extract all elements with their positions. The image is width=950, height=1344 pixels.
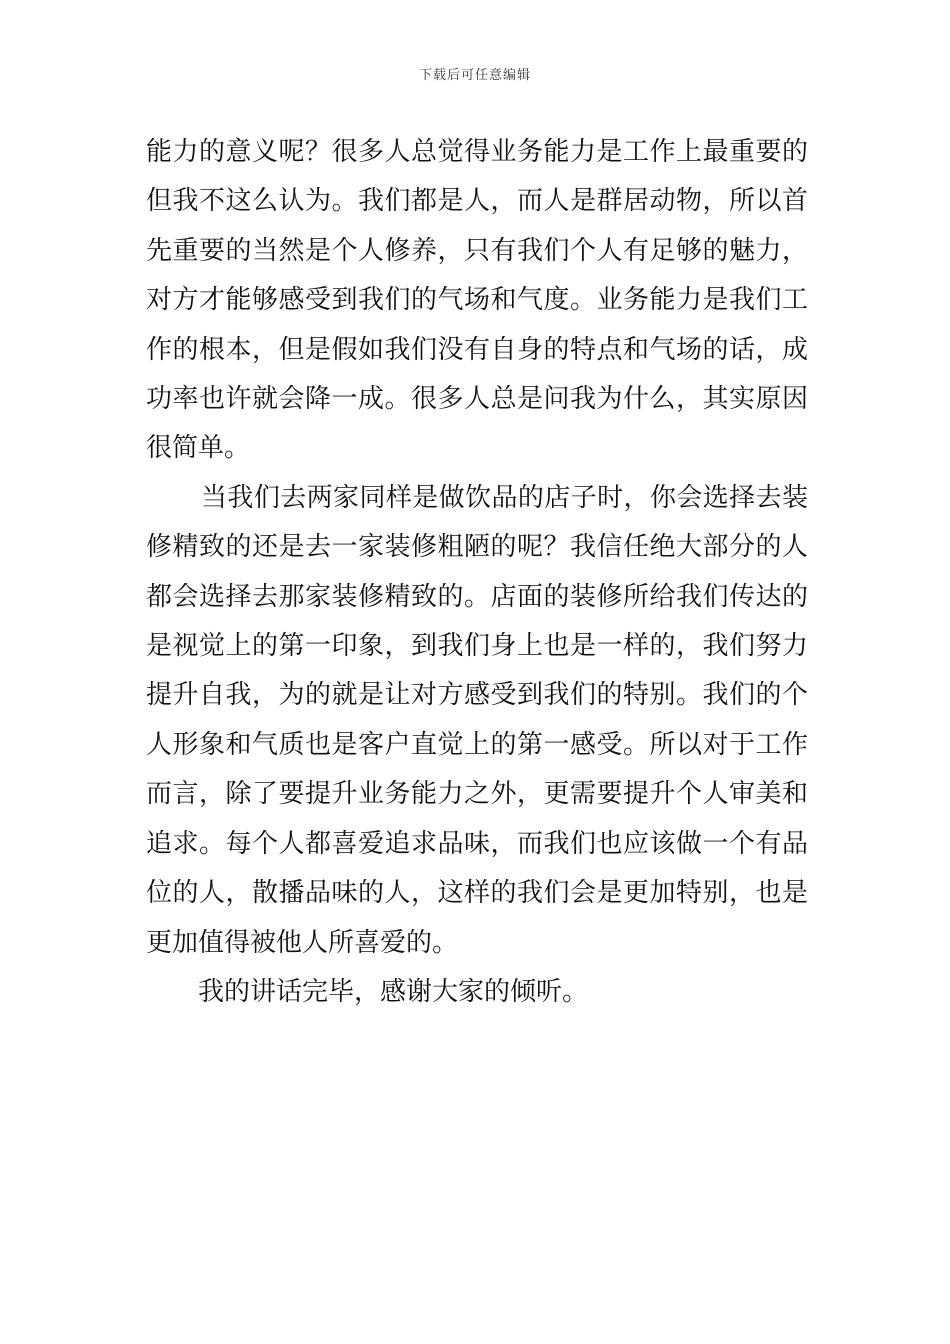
page-header-note: 下载后可任意编辑	[418, 68, 531, 83]
paragraph-continuation: 能力的意义呢？很多人总觉得业务能力是工作上最重要的但我不这么认为。我们都是人，而人是群居动物，所以首先重要的当然是个人修养，只有我们个人有足够的魅力，对方才能够感受到我们的气场和气度。业务能力是我们工作的根本，但是假如我们没有自身的特点和气场的话，成功率也许就会降一成。很多人总是问我为什么，其实原因很简单。	[146, 137, 808, 464]
paragraph-shop-analogy: 当我们去两家同样是做饮品的店子时，你会选择去装修精致的还是去一家装修粗陋的呢？我信任绝大部分的人都会选择去那家装修精致的。店面的装修所给我们传达的是视觉上的第一印象，到我们身上也是一样的，我们努力提升自我，为的就是让对方感受到我们的特别。我们的个人形象和气质也是客户直觉上的第一感受。所以对于工作而言，除了要提升业务能力之外，更需要提升个人审美和追求。每个人都喜爱追求品味，而我们也应该做一个有品位的人，散播品味的人，这样的我们会是更加特别，也是更加值得被他人所喜爱的。	[146, 482, 808, 958]
paragraph-closing: 我的讲话完毕，感谢大家的倾听。	[198, 976, 589, 1007]
document-body	[146, 128, 808, 1017]
